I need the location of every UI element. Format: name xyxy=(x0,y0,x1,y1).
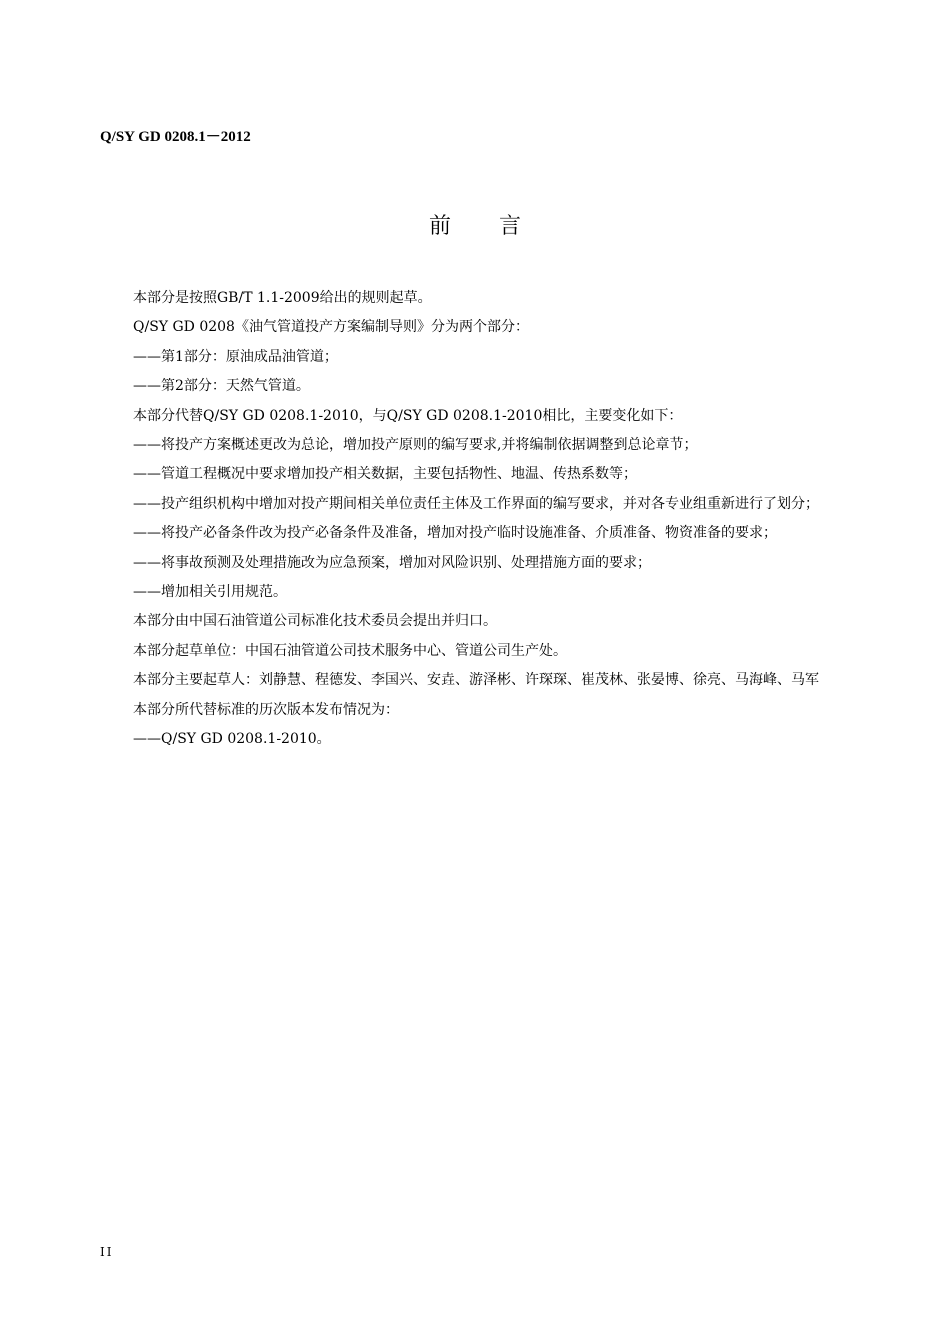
paragraph-proposer: 本部分由中国石油管道公司标准化技术委员会提出并归口。 xyxy=(133,613,497,630)
foreword-body xyxy=(100,284,835,755)
list-item-part-1: ——第1部分：原油成品油管道； xyxy=(133,348,338,365)
list-item-change-1: ——将投产方案概述更改为总论，增加投产原则的编写要求,并将编制依据调整到总论章节； xyxy=(133,437,698,454)
page-number: II xyxy=(100,1245,114,1259)
list-item-change-2: ——管道工程概况中要求增加投产相关数据，主要包括物性、地温、传热系数等； xyxy=(133,466,637,483)
paragraph-replacement: 本部分代替Q/SY GD 0208.1-2010，与Q/SY GD 0208.1-2010相比，主要变化如下： xyxy=(133,407,683,424)
list-item-change-5: ——将事故预测及处理措施改为应急预案，增加对风险识别、处理措施方面的要求； xyxy=(133,554,651,571)
paragraph-drafting-rules: 本部分是按照GB/T 1.1-2009给出的规则起草。 xyxy=(133,290,432,306)
list-item-change-4: ——将投产必备条件改为投产必备条件及准备，增加对投产临时设施准备、介质准备、物资准备的要求； xyxy=(133,525,777,542)
paragraph-history-intro: 本部分所代替标准的历次版本发布情况为： xyxy=(133,701,399,718)
page-title: 前言 xyxy=(428,214,569,239)
paragraph-parts-intro: Q/SY GD 0208《油气管道投产方案编制导则》分为两个部分： xyxy=(133,319,529,336)
paragraph-drafting-unit: 本部分起草单位：中国石油管道公司技术服务中心、管道公司生产处。 xyxy=(133,642,567,659)
list-item-history-version: ——Q/SY GD 0208.1-2010。 xyxy=(133,731,331,748)
list-item-change-6: ——增加相关引用规范。 xyxy=(133,584,287,601)
list-item-part-2: ——第2部分：天然气管道。 xyxy=(133,378,310,395)
document-code: Q/SY GD 0208.1－2012 xyxy=(100,129,251,145)
paragraph-drafters: 本部分主要起草人：刘静慧、程德发、李国兴、安垚、游泽彬、许琛琛、崔茂林、张晏博、徐亮、马海峰、马军 xyxy=(133,672,819,689)
list-item-change-3: ——投产组织机构中增加对投产期间相关单位责任主体及工作界面的编写要求，并对各专业组重新进行了划分； xyxy=(133,495,819,512)
